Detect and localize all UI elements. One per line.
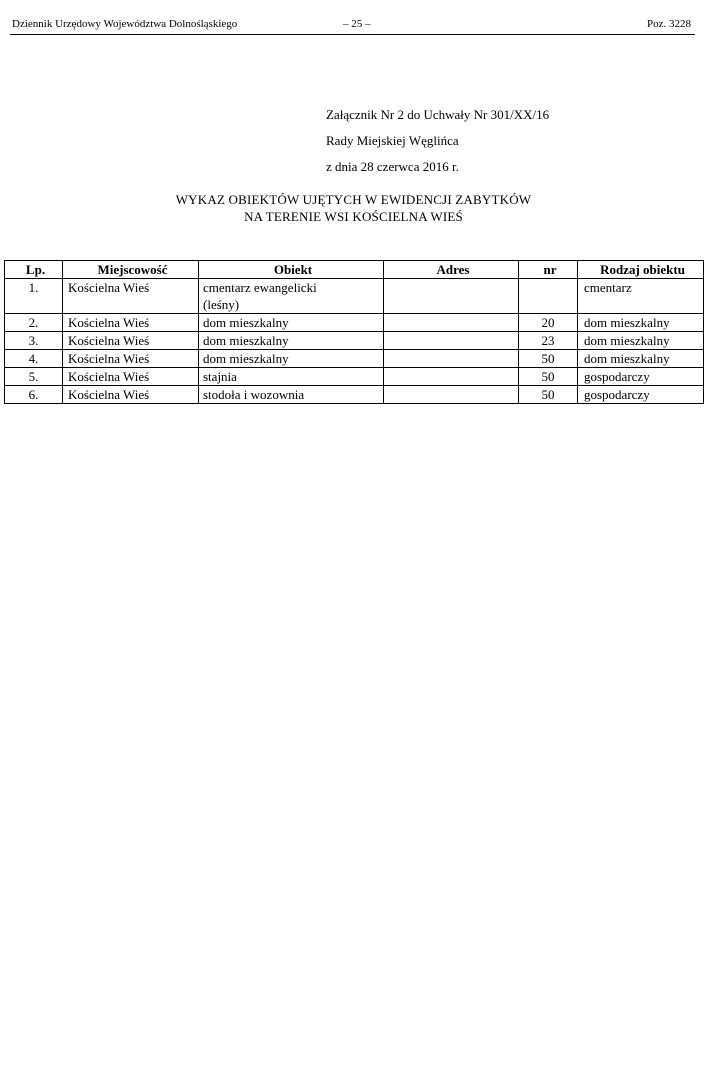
table-header-row bbox=[5, 261, 704, 279]
cell-nr: 50 bbox=[519, 350, 578, 368]
cell-object-line-1: cmentarz ewangelicki bbox=[203, 280, 317, 295]
title-line-2: NA TERENIE WSI KOŚCIELNA WIEŚ bbox=[244, 209, 463, 224]
cell-lp: 6. bbox=[5, 386, 63, 404]
attachment-line-2: Rady Miejskiej Węglińca bbox=[326, 133, 459, 148]
cell-kind: dom mieszkalny bbox=[578, 350, 704, 368]
cell-locality: Kościelna Wieś bbox=[63, 279, 199, 314]
cell-kind: cmentarz bbox=[578, 279, 704, 314]
header-kind: Rodzaj obiektu bbox=[578, 261, 704, 279]
cell-address bbox=[384, 350, 519, 368]
cell-object: dom mieszkalny bbox=[199, 332, 384, 350]
cell-kind: dom mieszkalny bbox=[578, 332, 704, 350]
table-row bbox=[5, 350, 704, 368]
cell-kind: dom mieszkalny bbox=[578, 314, 704, 332]
page-header bbox=[10, 14, 695, 35]
table-row bbox=[5, 386, 704, 404]
cell-locality: Kościelna Wieś bbox=[63, 350, 199, 368]
cell-kind: gospodarczy bbox=[578, 386, 704, 404]
attachment-line-3: z dnia 28 czerwca 2016 r. bbox=[326, 159, 459, 174]
cell-lp: 4. bbox=[5, 350, 63, 368]
cell-object: dom mieszkalny bbox=[199, 350, 384, 368]
header-locality: Miejscowość bbox=[63, 261, 199, 279]
cell-nr: 20 bbox=[519, 314, 578, 332]
cell-address bbox=[384, 368, 519, 386]
monuments-table bbox=[4, 260, 704, 404]
cell-lp: 3. bbox=[5, 332, 63, 350]
attachment-line-1: Załącznik Nr 2 do Uchwały Nr 301/XX/16 bbox=[326, 107, 550, 122]
cell-nr: 50 bbox=[519, 386, 578, 404]
cell-nr: 23 bbox=[519, 332, 578, 350]
cell-kind: gospodarczy bbox=[578, 368, 704, 386]
header-lp: Lp. bbox=[5, 261, 63, 279]
table-row bbox=[5, 314, 704, 332]
cell-locality: Kościelna Wieś bbox=[63, 386, 199, 404]
table-row bbox=[5, 368, 704, 386]
header-address: Adres bbox=[384, 261, 519, 279]
cell-locality: Kościelna Wieś bbox=[63, 332, 199, 350]
page-number: – 25 – bbox=[343, 18, 371, 30]
cell-nr: 50 bbox=[519, 368, 578, 386]
title-line-1: WYKAZ OBIEKTÓW UJĘTYCH W EWIDENCJI ZABYTKÓW bbox=[175, 192, 532, 207]
journal-name: Dziennik Urzędowy Województwa Dolnośląskiego bbox=[12, 18, 238, 30]
table-row bbox=[5, 279, 704, 314]
cell-address bbox=[384, 314, 519, 332]
cell-locality: Kościelna Wieś bbox=[63, 314, 199, 332]
cell-object-line-2: (leśny) bbox=[203, 297, 240, 312]
header-object: Obiekt bbox=[199, 261, 384, 279]
table-row bbox=[5, 332, 704, 350]
cell-object: dom mieszkalny bbox=[199, 314, 384, 332]
cell-lp: 5. bbox=[5, 368, 63, 386]
document-title bbox=[0, 191, 707, 225]
cell-locality: Kościelna Wieś bbox=[63, 368, 199, 386]
cell-object: stodoła i wozownia bbox=[199, 386, 384, 404]
cell-address bbox=[384, 386, 519, 404]
cell-address bbox=[384, 279, 519, 314]
cell-address bbox=[384, 332, 519, 350]
attachment-reference bbox=[326, 102, 549, 180]
cell-object bbox=[199, 279, 384, 314]
cell-object: stajnia bbox=[199, 368, 384, 386]
header-nr: nr bbox=[519, 261, 578, 279]
cell-lp: 2. bbox=[5, 314, 63, 332]
cell-nr bbox=[519, 279, 578, 314]
cell-lp: 1. bbox=[5, 279, 63, 314]
position-number: Poz. 3228 bbox=[647, 18, 691, 30]
